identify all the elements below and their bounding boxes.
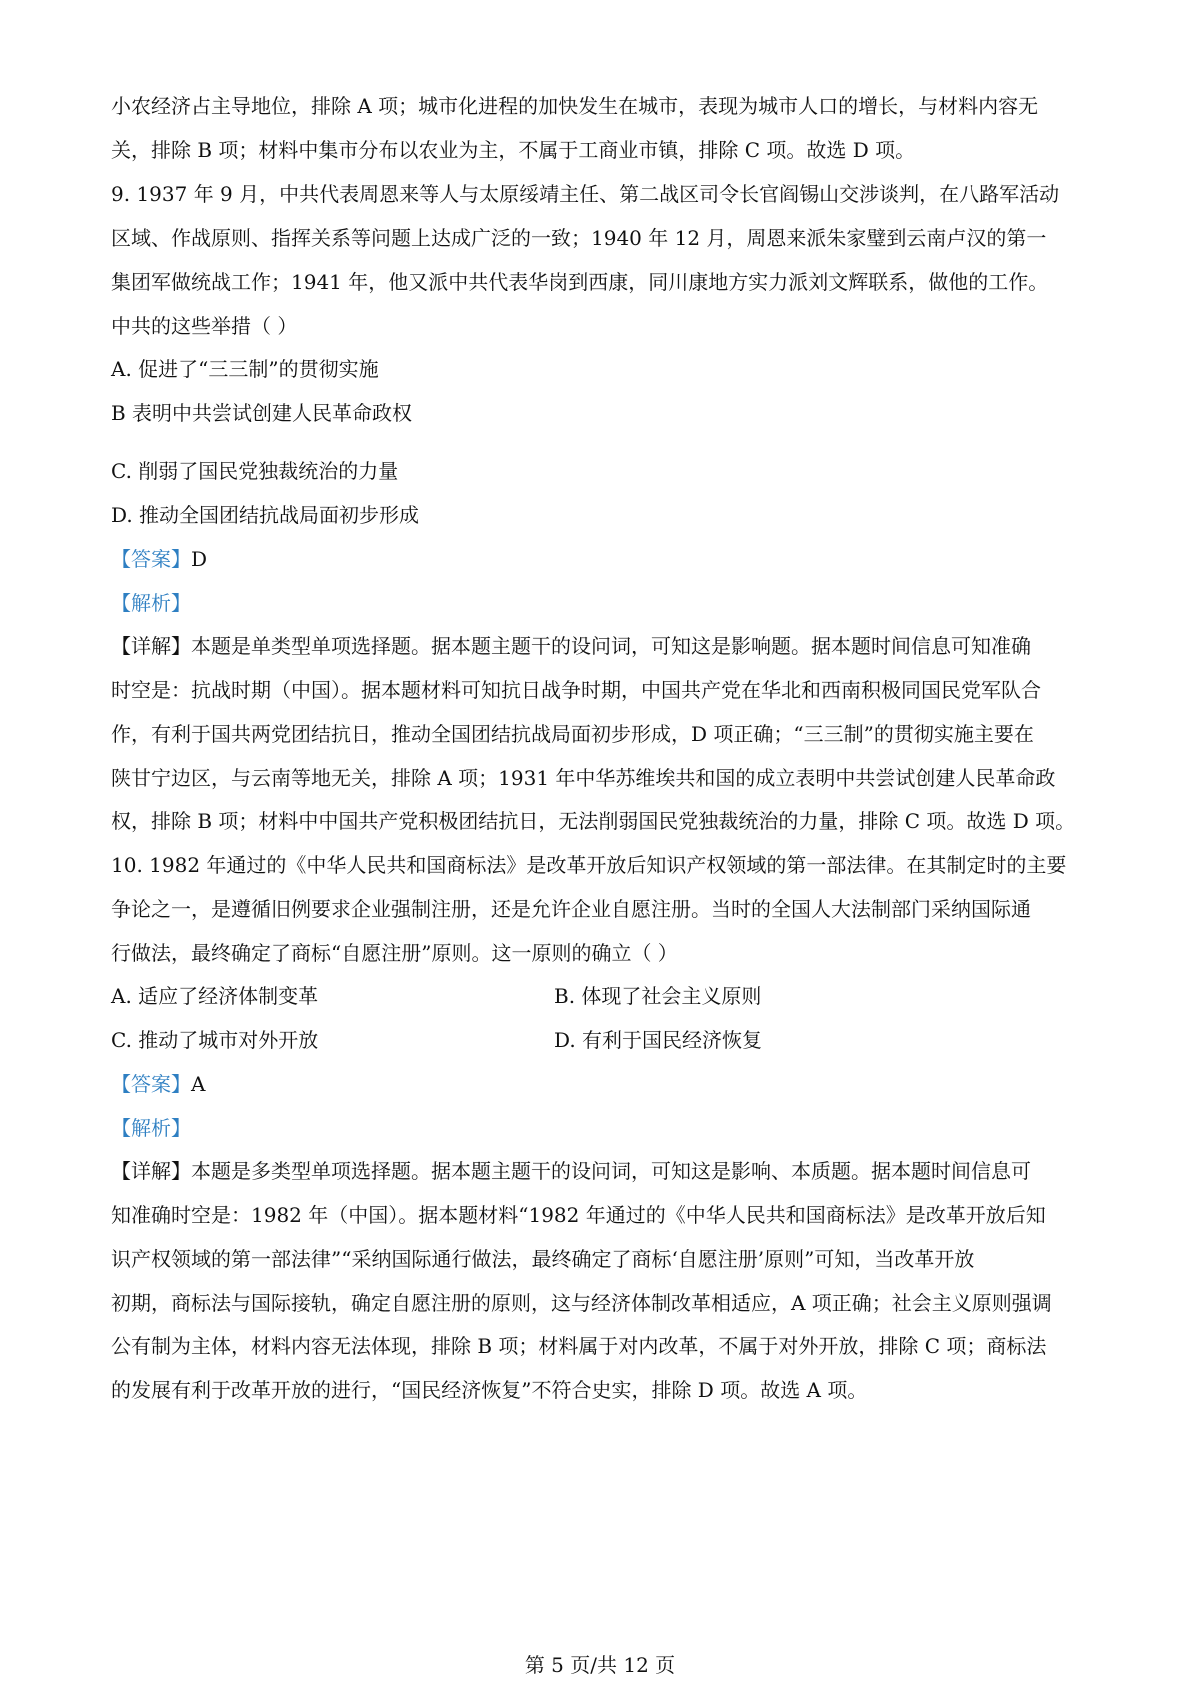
- q10-stem-line-3: 行做法，最终确定了商标“自愿注册”原则。这一原则的确立（ ）: [111, 941, 678, 965]
- q9-detail-line-5: 权，排除 B 项；材料中中国共产党积极团结抗日，无法削弱国民党独裁统治的力量，排除 C 项。故选 D 项。: [111, 809, 1076, 833]
- q10-option-b: B. 体现了社会主义原则: [554, 984, 762, 1008]
- q10-detail-line-1: 【详解】本题是多类型单项选择题。据本题主题干的设问词，可知这是影响、本质题。据本题时间信息可: [111, 1159, 1031, 1183]
- page-footer: 第 5 页/共 12 页: [524, 1653, 676, 1677]
- q10-option-c: C. 推动了城市对外开放: [111, 1028, 319, 1052]
- q10-option-d: D. 有利于国民经济恢复: [554, 1028, 763, 1052]
- q9-detail-line-4: 陕甘宁边区，与云南等地无关，排除 A 项；1931 年中华苏维埃共和国的成立表明中共尝试创建人民革命政: [111, 766, 1056, 790]
- continuation-line-1: 小农经济占主导地位，排除 A 项；城市化进程的加快发生在城市，表现为城市人口的增长，与材料内容无: [111, 94, 1039, 118]
- q10-stem-line-1: 10. 1982 年通过的《中华人民共和国商标法》是改革开放后知识产权领域的第一部法律。在其制定时的主要: [111, 853, 1067, 877]
- q9-stem-line-2: 区域、作战原则、指挥关系等问题上达成广泛的一致；1940 年 12 月，周恩来派朱家璧到云南卢汉的第一: [111, 226, 1047, 250]
- q10-answer: [111, 1072, 205, 1096]
- q10-stem-line-2: 争论之一，是遵循旧例要求企业强制注册，还是允许企业自愿注册。当时的全国人大法制部门采纳国际通: [111, 897, 1031, 921]
- q10-detail-line-5: 公有制为主体，材料内容无法体现，排除 B 项；材料属于对内改革，不属于对外开放，排除 C 项；商标法: [111, 1334, 1047, 1358]
- q10-analysis-tag: [111, 1116, 191, 1140]
- q10-analysis-tag-text: 【解析】: [111, 1116, 191, 1140]
- q9-detail-line-3: 作，有利于国共两党团结抗日，推动全国团结抗战局面初步形成，D 项正确；“三三制”的贯彻实施主要在: [111, 722, 1034, 746]
- q10-answer-value: A: [191, 1072, 206, 1096]
- q9-option-d: D. 推动全国团结抗战局面初步形成: [111, 503, 420, 527]
- q10-detail-line-3: 识产权领域的第一部法律”“采纳国际通行做法，最终确定了商标‘自愿注册’原则”可知，当改革开放: [111, 1247, 975, 1271]
- q9-option-a: A. 促进了“三三制”的贯彻实施: [111, 357, 379, 381]
- q9-stem-line-3: 集团军做统战工作；1941 年，他又派中共代表华岗到西康，同川康地方实力派刘文辉联系，做他的工作。: [111, 270, 1049, 294]
- q9-detail-line-1: 【详解】本题是单类型单项选择题。据本题主题干的设问词，可知这是影响题。据本题时间信息可知准确: [111, 634, 1031, 658]
- q9-analysis-tag: [111, 591, 191, 615]
- q9-detail-line-2: 时空是：抗战时期（中国）。据本题材料可知抗日战争时期，中国共产党在华北和西南积极同国民党军队合: [111, 678, 1041, 702]
- q9-option-b: B 表明中共尝试创建人民革命政权: [111, 401, 413, 425]
- q10-detail-line-2: 知准确时空是：1982 年（中国）。据本题材料“1982 年通过的《中华人民共和国商标法》是改革开放后知: [111, 1203, 1046, 1227]
- q9-answer: [111, 547, 207, 571]
- q9-stem-line-1: 9. 1937 年 9 月，中共代表周恩来等人与太原绥靖主任、第二战区司令长官阎锡山交涉谈判，在八路军活动: [111, 182, 1060, 206]
- q9-answer-value: D: [191, 547, 208, 571]
- q9-stem-line-4: 中共的这些举措（ ）: [111, 314, 298, 338]
- continuation-line-2: 关，排除 B 项；材料中集市分布以农业为主，不属于工商业市镇，排除 C 项。故选 D 项。: [111, 138, 916, 162]
- q10-detail-line-4: 初期，商标法与国际接轨，确定自愿注册的原则，这与经济体制改革相适应，A 项正确；社会主义原则强调: [111, 1291, 1052, 1315]
- q10-option-a: A. 适应了经济体制变革: [111, 984, 319, 1008]
- q10-answer-tag: 【答案】: [111, 1072, 191, 1096]
- q9-option-c: C. 削弱了国民党独裁统治的力量: [111, 459, 399, 483]
- q9-analysis-tag-text: 【解析】: [111, 591, 191, 615]
- q9-answer-tag: 【答案】: [111, 547, 191, 571]
- q10-detail-line-6: 的发展有利于改革开放的进行，“国民经济恢复”不符合史实，排除 D 项。故选 A 项。: [111, 1378, 868, 1402]
